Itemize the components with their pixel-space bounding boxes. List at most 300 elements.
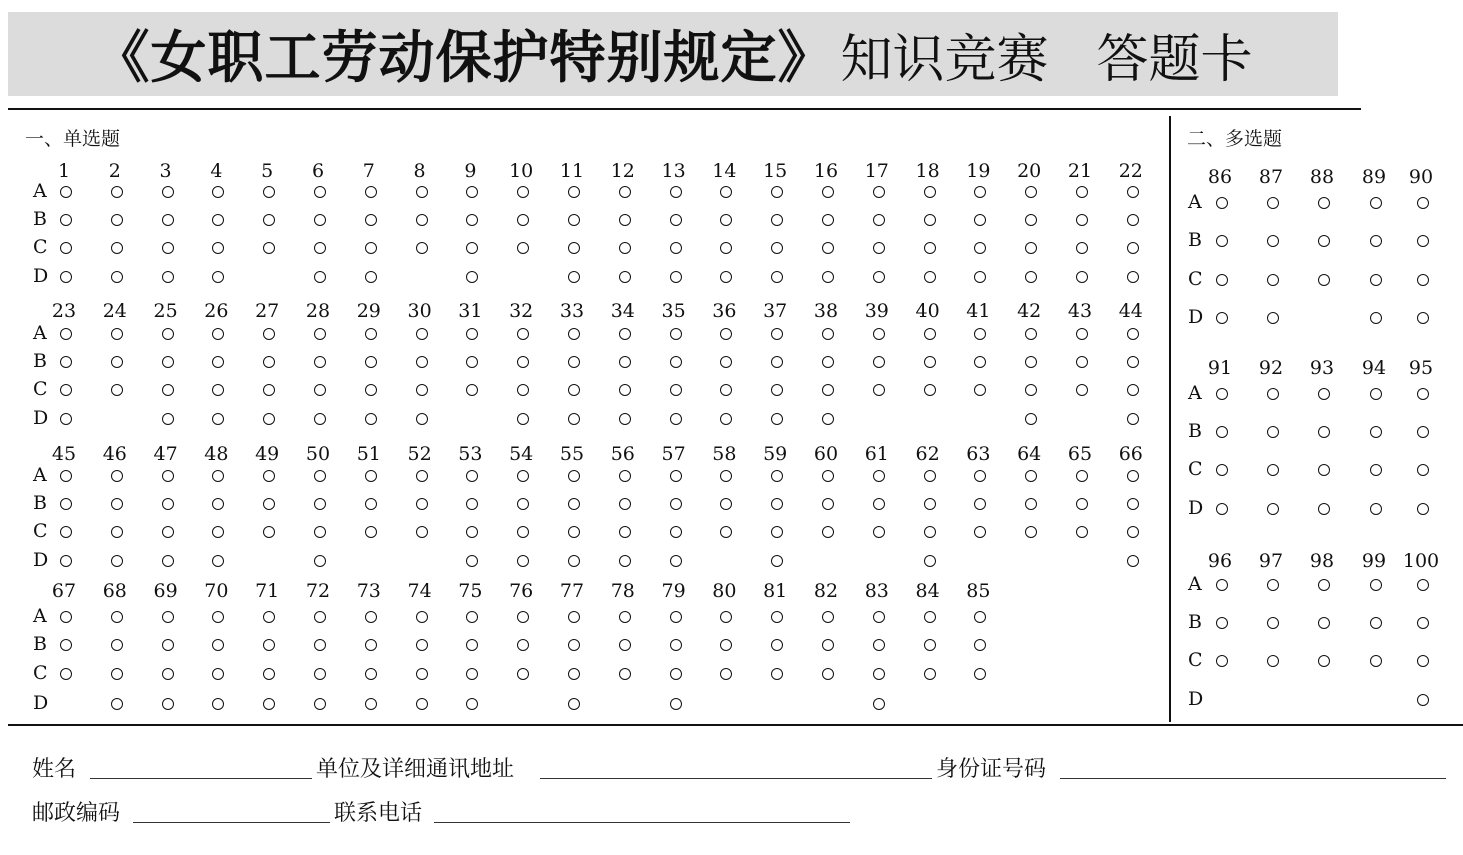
- single-answer-bubble-b[interactable]: [162, 498, 174, 510]
- single-answer-bubble-d[interactable]: [416, 698, 428, 710]
- multi-answer-bubble-b[interactable]: [1216, 426, 1228, 438]
- single-answer-bubble-a[interactable]: [212, 470, 224, 482]
- multi-answer-bubble-b[interactable]: [1216, 617, 1228, 629]
- single-answer-bubble-d[interactable]: [720, 413, 732, 425]
- single-answer-bubble-c[interactable]: [314, 668, 326, 680]
- multi-answer-bubble-c[interactable]: [1318, 464, 1330, 476]
- single-answer-bubble-c[interactable]: [212, 384, 224, 396]
- multi-answer-bubble-b[interactable]: [1370, 617, 1382, 629]
- single-answer-bubble-b[interactable]: [111, 498, 123, 510]
- single-answer-bubble-a[interactable]: [111, 611, 123, 623]
- single-answer-bubble-a[interactable]: [924, 328, 936, 340]
- single-answer-bubble-c[interactable]: [974, 526, 986, 538]
- single-answer-bubble-c[interactable]: [365, 526, 377, 538]
- single-answer-bubble-a[interactable]: [162, 611, 174, 623]
- single-answer-bubble-b[interactable]: [720, 356, 732, 368]
- single-answer-bubble-a[interactable]: [974, 470, 986, 482]
- single-answer-bubble-d[interactable]: [212, 413, 224, 425]
- single-answer-bubble-a[interactable]: [466, 186, 478, 198]
- single-answer-bubble-b[interactable]: [568, 356, 580, 368]
- single-answer-bubble-a[interactable]: [568, 470, 580, 482]
- single-answer-bubble-c[interactable]: [1076, 384, 1088, 396]
- single-answer-bubble-a[interactable]: [416, 328, 428, 340]
- single-answer-bubble-d[interactable]: [162, 698, 174, 710]
- single-answer-bubble-a[interactable]: [873, 328, 885, 340]
- phone-field[interactable]: [434, 822, 850, 823]
- single-answer-bubble-c[interactable]: [212, 668, 224, 680]
- single-answer-bubble-b[interactable]: [974, 639, 986, 651]
- single-answer-bubble-c[interactable]: [263, 384, 275, 396]
- single-answer-bubble-d[interactable]: [1025, 413, 1037, 425]
- single-answer-bubble-a[interactable]: [263, 186, 275, 198]
- single-answer-bubble-c[interactable]: [771, 526, 783, 538]
- multi-answer-bubble-c[interactable]: [1318, 274, 1330, 286]
- single-answer-bubble-a[interactable]: [111, 186, 123, 198]
- single-answer-bubble-b[interactable]: [1025, 498, 1037, 510]
- multi-answer-bubble-a[interactable]: [1267, 197, 1279, 209]
- single-answer-bubble-a[interactable]: [720, 186, 732, 198]
- single-answer-bubble-d[interactable]: [1127, 271, 1139, 283]
- single-answer-bubble-a[interactable]: [1076, 470, 1088, 482]
- single-answer-bubble-b[interactable]: [162, 214, 174, 226]
- single-answer-bubble-b[interactable]: [263, 214, 275, 226]
- single-answer-bubble-c[interactable]: [619, 526, 631, 538]
- single-answer-bubble-c[interactable]: [60, 668, 72, 680]
- single-answer-bubble-c[interactable]: [670, 526, 682, 538]
- multi-answer-bubble-d[interactable]: [1318, 503, 1330, 515]
- single-answer-bubble-a[interactable]: [466, 470, 478, 482]
- single-answer-bubble-c[interactable]: [60, 526, 72, 538]
- single-answer-bubble-c[interactable]: [771, 668, 783, 680]
- single-answer-bubble-b[interactable]: [1076, 356, 1088, 368]
- single-answer-bubble-c[interactable]: [1127, 242, 1139, 254]
- single-answer-bubble-a[interactable]: [619, 328, 631, 340]
- single-answer-bubble-a[interactable]: [974, 328, 986, 340]
- single-answer-bubble-c[interactable]: [822, 242, 834, 254]
- single-answer-bubble-d[interactable]: [568, 698, 580, 710]
- single-answer-bubble-b[interactable]: [416, 356, 428, 368]
- single-answer-bubble-b[interactable]: [466, 356, 478, 368]
- single-answer-bubble-a[interactable]: [517, 470, 529, 482]
- single-answer-bubble-c[interactable]: [212, 526, 224, 538]
- single-answer-bubble-c[interactable]: [568, 526, 580, 538]
- single-answer-bubble-a[interactable]: [365, 186, 377, 198]
- single-answer-bubble-a[interactable]: [60, 186, 72, 198]
- single-answer-bubble-a[interactable]: [873, 611, 885, 623]
- single-answer-bubble-b[interactable]: [670, 639, 682, 651]
- single-answer-bubble-a[interactable]: [365, 611, 377, 623]
- single-answer-bubble-a[interactable]: [416, 611, 428, 623]
- single-answer-bubble-b[interactable]: [1076, 214, 1088, 226]
- multi-answer-bubble-c[interactable]: [1417, 274, 1429, 286]
- single-answer-bubble-b[interactable]: [1025, 214, 1037, 226]
- single-answer-bubble-a[interactable]: [517, 328, 529, 340]
- single-answer-bubble-d[interactable]: [619, 555, 631, 567]
- single-answer-bubble-c[interactable]: [568, 242, 580, 254]
- multi-answer-bubble-c[interactable]: [1370, 274, 1382, 286]
- single-answer-bubble-c[interactable]: [1025, 242, 1037, 254]
- single-answer-bubble-d[interactable]: [60, 271, 72, 283]
- single-answer-bubble-b[interactable]: [365, 498, 377, 510]
- single-answer-bubble-b[interactable]: [263, 498, 275, 510]
- single-answer-bubble-b[interactable]: [720, 498, 732, 510]
- single-answer-bubble-b[interactable]: [416, 214, 428, 226]
- single-answer-bubble-d[interactable]: [466, 555, 478, 567]
- single-answer-bubble-c[interactable]: [263, 526, 275, 538]
- single-answer-bubble-d[interactable]: [517, 555, 529, 567]
- single-answer-bubble-d[interactable]: [314, 271, 326, 283]
- single-answer-bubble-a[interactable]: [1076, 186, 1088, 198]
- multi-answer-bubble-b[interactable]: [1417, 617, 1429, 629]
- multi-answer-bubble-d[interactable]: [1370, 503, 1382, 515]
- single-answer-bubble-b[interactable]: [60, 639, 72, 651]
- single-answer-bubble-c[interactable]: [162, 384, 174, 396]
- single-answer-bubble-d[interactable]: [771, 413, 783, 425]
- single-answer-bubble-b[interactable]: [162, 639, 174, 651]
- single-answer-bubble-d[interactable]: [670, 271, 682, 283]
- single-answer-bubble-d[interactable]: [365, 271, 377, 283]
- single-answer-bubble-a[interactable]: [60, 328, 72, 340]
- single-answer-bubble-d[interactable]: [771, 271, 783, 283]
- single-answer-bubble-c[interactable]: [568, 384, 580, 396]
- single-answer-bubble-a[interactable]: [263, 470, 275, 482]
- single-answer-bubble-a[interactable]: [263, 611, 275, 623]
- single-answer-bubble-b[interactable]: [771, 639, 783, 651]
- single-answer-bubble-c[interactable]: [60, 384, 72, 396]
- single-answer-bubble-a[interactable]: [162, 328, 174, 340]
- postal-field[interactable]: [133, 822, 330, 823]
- single-answer-bubble-d[interactable]: [111, 555, 123, 567]
- single-answer-bubble-d[interactable]: [212, 698, 224, 710]
- single-answer-bubble-a[interactable]: [720, 611, 732, 623]
- multi-answer-bubble-a[interactable]: [1417, 388, 1429, 400]
- single-answer-bubble-c[interactable]: [162, 526, 174, 538]
- single-answer-bubble-d[interactable]: [416, 413, 428, 425]
- single-answer-bubble-c[interactable]: [873, 384, 885, 396]
- single-answer-bubble-b[interactable]: [670, 214, 682, 226]
- single-answer-bubble-c[interactable]: [1025, 526, 1037, 538]
- single-answer-bubble-c[interactable]: [873, 242, 885, 254]
- single-answer-bubble-b[interactable]: [1127, 498, 1139, 510]
- single-answer-bubble-a[interactable]: [365, 470, 377, 482]
- multi-answer-bubble-a[interactable]: [1417, 579, 1429, 591]
- single-answer-bubble-c[interactable]: [1025, 384, 1037, 396]
- single-answer-bubble-b[interactable]: [568, 498, 580, 510]
- single-answer-bubble-b[interactable]: [873, 498, 885, 510]
- multi-answer-bubble-c[interactable]: [1267, 274, 1279, 286]
- single-answer-bubble-d[interactable]: [466, 698, 478, 710]
- single-answer-bubble-d[interactable]: [670, 413, 682, 425]
- multi-answer-bubble-c[interactable]: [1216, 274, 1228, 286]
- single-answer-bubble-a[interactable]: [822, 611, 834, 623]
- single-answer-bubble-a[interactable]: [314, 611, 326, 623]
- single-answer-bubble-b[interactable]: [162, 356, 174, 368]
- multi-answer-bubble-c[interactable]: [1370, 464, 1382, 476]
- multi-answer-bubble-a[interactable]: [1318, 579, 1330, 591]
- multi-answer-bubble-a[interactable]: [1267, 388, 1279, 400]
- single-answer-bubble-c[interactable]: [670, 384, 682, 396]
- single-answer-bubble-c[interactable]: [111, 384, 123, 396]
- single-answer-bubble-d[interactable]: [1025, 271, 1037, 283]
- single-answer-bubble-d[interactable]: [162, 271, 174, 283]
- single-answer-bubble-d[interactable]: [771, 555, 783, 567]
- single-answer-bubble-b[interactable]: [212, 214, 224, 226]
- single-answer-bubble-a[interactable]: [416, 470, 428, 482]
- single-answer-bubble-c[interactable]: [1127, 384, 1139, 396]
- single-answer-bubble-d[interactable]: [924, 555, 936, 567]
- single-answer-bubble-b[interactable]: [670, 498, 682, 510]
- single-answer-bubble-a[interactable]: [60, 470, 72, 482]
- single-answer-bubble-b[interactable]: [263, 639, 275, 651]
- single-answer-bubble-d[interactable]: [111, 271, 123, 283]
- single-answer-bubble-c[interactable]: [670, 242, 682, 254]
- single-answer-bubble-b[interactable]: [212, 639, 224, 651]
- multi-answer-bubble-a[interactable]: [1267, 579, 1279, 591]
- single-answer-bubble-b[interactable]: [720, 639, 732, 651]
- single-answer-bubble-d[interactable]: [619, 271, 631, 283]
- single-answer-bubble-d[interactable]: [619, 413, 631, 425]
- single-answer-bubble-c[interactable]: [263, 668, 275, 680]
- single-answer-bubble-a[interactable]: [924, 470, 936, 482]
- single-answer-bubble-a[interactable]: [1025, 328, 1037, 340]
- single-answer-bubble-a[interactable]: [1076, 328, 1088, 340]
- single-answer-bubble-d[interactable]: [517, 413, 529, 425]
- single-answer-bubble-b[interactable]: [568, 214, 580, 226]
- multi-answer-bubble-b[interactable]: [1318, 235, 1330, 247]
- single-answer-bubble-c[interactable]: [466, 526, 478, 538]
- single-answer-bubble-d[interactable]: [873, 271, 885, 283]
- multi-answer-bubble-a[interactable]: [1216, 579, 1228, 591]
- single-answer-bubble-a[interactable]: [822, 470, 834, 482]
- single-answer-bubble-c[interactable]: [517, 526, 529, 538]
- single-answer-bubble-a[interactable]: [517, 611, 529, 623]
- single-answer-bubble-a[interactable]: [416, 186, 428, 198]
- single-answer-bubble-b[interactable]: [466, 498, 478, 510]
- single-answer-bubble-c[interactable]: [365, 384, 377, 396]
- single-answer-bubble-c[interactable]: [466, 242, 478, 254]
- single-answer-bubble-c[interactable]: [720, 384, 732, 396]
- address-field[interactable]: [540, 778, 932, 779]
- single-answer-bubble-d[interactable]: [365, 698, 377, 710]
- single-answer-bubble-c[interactable]: [822, 668, 834, 680]
- single-answer-bubble-b[interactable]: [517, 214, 529, 226]
- single-answer-bubble-a[interactable]: [619, 611, 631, 623]
- multi-answer-bubble-c[interactable]: [1267, 464, 1279, 476]
- single-answer-bubble-d[interactable]: [466, 271, 478, 283]
- single-answer-bubble-c[interactable]: [517, 668, 529, 680]
- single-answer-bubble-b[interactable]: [771, 498, 783, 510]
- single-answer-bubble-b[interactable]: [60, 356, 72, 368]
- single-answer-bubble-b[interactable]: [974, 214, 986, 226]
- single-answer-bubble-c[interactable]: [517, 384, 529, 396]
- multi-answer-bubble-b[interactable]: [1417, 235, 1429, 247]
- single-answer-bubble-a[interactable]: [1025, 186, 1037, 198]
- single-answer-bubble-a[interactable]: [771, 611, 783, 623]
- single-answer-bubble-d[interactable]: [365, 413, 377, 425]
- single-answer-bubble-a[interactable]: [212, 328, 224, 340]
- single-answer-bubble-a[interactable]: [771, 186, 783, 198]
- single-answer-bubble-c[interactable]: [314, 526, 326, 538]
- single-answer-bubble-c[interactable]: [873, 526, 885, 538]
- single-answer-bubble-c[interactable]: [314, 242, 326, 254]
- multi-answer-bubble-b[interactable]: [1267, 426, 1279, 438]
- single-answer-bubble-c[interactable]: [162, 242, 174, 254]
- single-answer-bubble-c[interactable]: [111, 526, 123, 538]
- single-answer-bubble-c[interactable]: [619, 668, 631, 680]
- single-answer-bubble-b[interactable]: [517, 356, 529, 368]
- single-answer-bubble-c[interactable]: [771, 242, 783, 254]
- single-answer-bubble-a[interactable]: [517, 186, 529, 198]
- single-answer-bubble-a[interactable]: [162, 470, 174, 482]
- single-answer-bubble-b[interactable]: [365, 639, 377, 651]
- multi-answer-bubble-a[interactable]: [1318, 197, 1330, 209]
- multi-answer-bubble-c[interactable]: [1216, 655, 1228, 667]
- single-answer-bubble-b[interactable]: [771, 356, 783, 368]
- multi-answer-bubble-b[interactable]: [1417, 426, 1429, 438]
- single-answer-bubble-a[interactable]: [568, 611, 580, 623]
- single-answer-bubble-a[interactable]: [974, 186, 986, 198]
- single-answer-bubble-d[interactable]: [212, 555, 224, 567]
- single-answer-bubble-c[interactable]: [314, 384, 326, 396]
- single-answer-bubble-a[interactable]: [619, 186, 631, 198]
- single-answer-bubble-c[interactable]: [670, 668, 682, 680]
- single-answer-bubble-b[interactable]: [619, 356, 631, 368]
- single-answer-bubble-c[interactable]: [873, 668, 885, 680]
- single-answer-bubble-b[interactable]: [314, 498, 326, 510]
- multi-answer-bubble-c[interactable]: [1267, 655, 1279, 667]
- multi-answer-bubble-b[interactable]: [1370, 235, 1382, 247]
- single-answer-bubble-b[interactable]: [720, 214, 732, 226]
- multi-answer-bubble-b[interactable]: [1267, 235, 1279, 247]
- multi-answer-bubble-a[interactable]: [1216, 388, 1228, 400]
- single-answer-bubble-a[interactable]: [466, 611, 478, 623]
- single-answer-bubble-a[interactable]: [314, 186, 326, 198]
- single-answer-bubble-c[interactable]: [60, 242, 72, 254]
- single-answer-bubble-b[interactable]: [873, 214, 885, 226]
- multi-answer-bubble-c[interactable]: [1417, 655, 1429, 667]
- single-answer-bubble-a[interactable]: [873, 470, 885, 482]
- single-answer-bubble-a[interactable]: [365, 328, 377, 340]
- multi-answer-bubble-c[interactable]: [1216, 464, 1228, 476]
- single-answer-bubble-d[interactable]: [822, 271, 834, 283]
- single-answer-bubble-c[interactable]: [720, 242, 732, 254]
- single-answer-bubble-b[interactable]: [111, 214, 123, 226]
- single-answer-bubble-a[interactable]: [314, 328, 326, 340]
- single-answer-bubble-d[interactable]: [822, 413, 834, 425]
- multi-answer-bubble-c[interactable]: [1370, 655, 1382, 667]
- single-answer-bubble-a[interactable]: [162, 186, 174, 198]
- single-answer-bubble-c[interactable]: [974, 384, 986, 396]
- single-answer-bubble-c[interactable]: [822, 384, 834, 396]
- single-answer-bubble-a[interactable]: [822, 186, 834, 198]
- multi-answer-bubble-c[interactable]: [1318, 655, 1330, 667]
- single-answer-bubble-b[interactable]: [822, 498, 834, 510]
- single-answer-bubble-b[interactable]: [822, 214, 834, 226]
- single-answer-bubble-b[interactable]: [1127, 214, 1139, 226]
- single-answer-bubble-b[interactable]: [924, 214, 936, 226]
- single-answer-bubble-c[interactable]: [974, 242, 986, 254]
- single-answer-bubble-c[interactable]: [924, 526, 936, 538]
- single-answer-bubble-b[interactable]: [517, 498, 529, 510]
- single-answer-bubble-b[interactable]: [1076, 498, 1088, 510]
- single-answer-bubble-c[interactable]: [720, 668, 732, 680]
- single-answer-bubble-d[interactable]: [1076, 271, 1088, 283]
- single-answer-bubble-b[interactable]: [873, 356, 885, 368]
- single-answer-bubble-a[interactable]: [720, 470, 732, 482]
- single-answer-bubble-c[interactable]: [720, 526, 732, 538]
- single-answer-bubble-a[interactable]: [111, 328, 123, 340]
- single-answer-bubble-a[interactable]: [1127, 186, 1139, 198]
- single-answer-bubble-c[interactable]: [568, 668, 580, 680]
- single-answer-bubble-a[interactable]: [212, 611, 224, 623]
- multi-answer-bubble-b[interactable]: [1318, 426, 1330, 438]
- single-answer-bubble-b[interactable]: [974, 498, 986, 510]
- single-answer-bubble-b[interactable]: [1127, 356, 1139, 368]
- single-answer-bubble-d[interactable]: [263, 698, 275, 710]
- multi-answer-bubble-b[interactable]: [1267, 617, 1279, 629]
- multi-answer-bubble-d[interactable]: [1417, 312, 1429, 324]
- single-answer-bubble-b[interactable]: [416, 639, 428, 651]
- single-answer-bubble-c[interactable]: [416, 242, 428, 254]
- single-answer-bubble-a[interactable]: [771, 470, 783, 482]
- single-answer-bubble-b[interactable]: [365, 214, 377, 226]
- single-answer-bubble-c[interactable]: [212, 242, 224, 254]
- single-answer-bubble-c[interactable]: [111, 242, 123, 254]
- single-answer-bubble-c[interactable]: [924, 384, 936, 396]
- single-answer-bubble-b[interactable]: [416, 498, 428, 510]
- single-answer-bubble-b[interactable]: [212, 356, 224, 368]
- single-answer-bubble-d[interactable]: [568, 555, 580, 567]
- single-answer-bubble-b[interactable]: [619, 639, 631, 651]
- single-answer-bubble-a[interactable]: [670, 186, 682, 198]
- single-answer-bubble-d[interactable]: [568, 271, 580, 283]
- single-answer-bubble-d[interactable]: [263, 413, 275, 425]
- single-answer-bubble-c[interactable]: [416, 384, 428, 396]
- single-answer-bubble-c[interactable]: [1076, 242, 1088, 254]
- single-answer-bubble-d[interactable]: [314, 413, 326, 425]
- single-answer-bubble-a[interactable]: [974, 611, 986, 623]
- single-answer-bubble-c[interactable]: [416, 668, 428, 680]
- single-answer-bubble-c[interactable]: [924, 668, 936, 680]
- multi-answer-bubble-a[interactable]: [1318, 388, 1330, 400]
- single-answer-bubble-c[interactable]: [771, 384, 783, 396]
- name-field[interactable]: [90, 778, 312, 779]
- single-answer-bubble-c[interactable]: [1076, 526, 1088, 538]
- multi-answer-bubble-b[interactable]: [1318, 617, 1330, 629]
- single-answer-bubble-a[interactable]: [771, 328, 783, 340]
- single-answer-bubble-a[interactable]: [670, 328, 682, 340]
- multi-answer-bubble-d[interactable]: [1216, 503, 1228, 515]
- single-answer-bubble-b[interactable]: [924, 498, 936, 510]
- single-answer-bubble-d[interactable]: [924, 271, 936, 283]
- multi-answer-bubble-a[interactable]: [1417, 197, 1429, 209]
- multi-answer-bubble-a[interactable]: [1370, 197, 1382, 209]
- single-answer-bubble-a[interactable]: [568, 328, 580, 340]
- single-answer-bubble-b[interactable]: [670, 356, 682, 368]
- single-answer-bubble-a[interactable]: [619, 470, 631, 482]
- single-answer-bubble-b[interactable]: [60, 498, 72, 510]
- single-answer-bubble-a[interactable]: [568, 186, 580, 198]
- single-answer-bubble-a[interactable]: [873, 186, 885, 198]
- single-answer-bubble-b[interactable]: [60, 214, 72, 226]
- single-answer-bubble-c[interactable]: [466, 668, 478, 680]
- single-answer-bubble-b[interactable]: [619, 214, 631, 226]
- multi-answer-bubble-d[interactable]: [1417, 503, 1429, 515]
- single-answer-bubble-c[interactable]: [1127, 526, 1139, 538]
- single-answer-bubble-d[interactable]: [111, 698, 123, 710]
- single-answer-bubble-d[interactable]: [873, 698, 885, 710]
- single-answer-bubble-c[interactable]: [517, 242, 529, 254]
